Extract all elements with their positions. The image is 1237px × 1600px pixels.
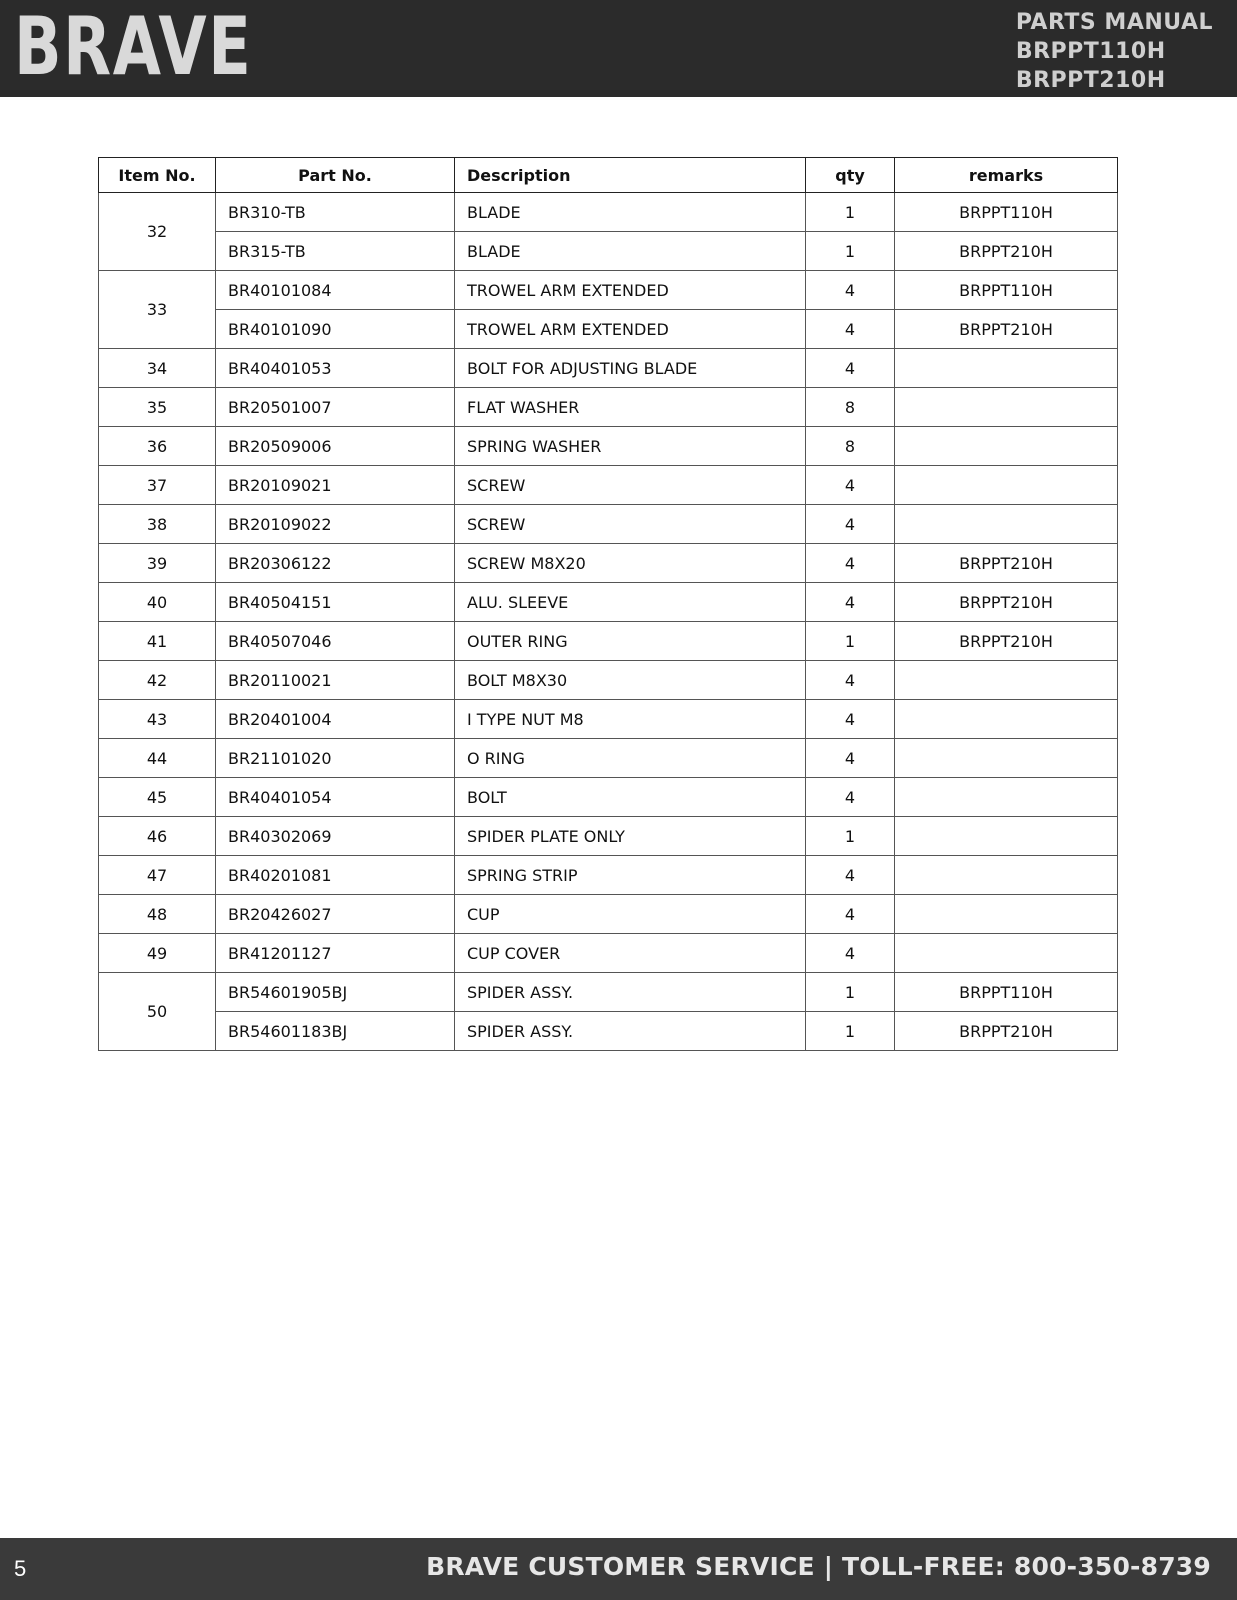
qty-cell: 1 — [806, 1012, 895, 1051]
remarks-cell: BRPPT110H — [895, 271, 1118, 310]
qty-cell: 4 — [806, 778, 895, 817]
column-header-description: Description — [455, 158, 806, 193]
remarks-cell — [895, 856, 1118, 895]
description-cell: BOLT FOR ADJUSTING BLADE — [455, 349, 806, 388]
part-no-cell: BR310-TB — [216, 193, 455, 232]
description-cell: TROWEL ARM EXTENDED — [455, 310, 806, 349]
remarks-cell — [895, 349, 1118, 388]
table-row — [99, 973, 1118, 1012]
part-no-cell: BR315-TB — [216, 232, 455, 271]
item-no-cell: 40 — [99, 583, 216, 622]
item-no-cell: 43 — [99, 700, 216, 739]
description-cell: BLADE — [455, 193, 806, 232]
remarks-cell — [895, 427, 1118, 466]
description-cell: SCREW M8X20 — [455, 544, 806, 583]
item-no-cell: 35 — [99, 388, 216, 427]
description-cell: SPRING STRIP — [455, 856, 806, 895]
table-row — [99, 349, 1118, 388]
qty-cell: 4 — [806, 310, 895, 349]
qty-cell: 1 — [806, 232, 895, 271]
qty-cell: 4 — [806, 700, 895, 739]
part-no-cell: BR54601183BJ — [216, 1012, 455, 1051]
qty-cell: 4 — [806, 739, 895, 778]
item-no-cell: 46 — [99, 817, 216, 856]
qty-cell: 4 — [806, 544, 895, 583]
remarks-cell: BRPPT110H — [895, 973, 1118, 1012]
description-cell: CUP — [455, 895, 806, 934]
description-cell: SPIDER PLATE ONLY — [455, 817, 806, 856]
table-row — [99, 856, 1118, 895]
item-no-cell: 36 — [99, 427, 216, 466]
table-row — [99, 544, 1118, 583]
table-row — [99, 466, 1118, 505]
table-row — [99, 310, 1118, 349]
description-cell: SPIDER ASSY. — [455, 1012, 806, 1051]
part-no-cell: BR40401053 — [216, 349, 455, 388]
customer-service-line: BRAVE CUSTOMER SERVICE | TOLL-FREE: 800-350-8739 — [426, 1552, 1211, 1581]
table-row — [99, 934, 1118, 973]
remarks-cell — [895, 895, 1118, 934]
item-no-cell: 34 — [99, 349, 216, 388]
table-row — [99, 739, 1118, 778]
remarks-cell: BRPPT210H — [895, 622, 1118, 661]
description-cell: CUP COVER — [455, 934, 806, 973]
item-no-cell: 48 — [99, 895, 216, 934]
qty-cell: 1 — [806, 973, 895, 1012]
qty-cell: 1 — [806, 817, 895, 856]
table-row — [99, 583, 1118, 622]
column-header-remarks: remarks — [895, 158, 1118, 193]
parts-table-body — [99, 193, 1118, 1051]
remarks-cell — [895, 739, 1118, 778]
part-no-cell: BR20509006 — [216, 427, 455, 466]
remarks-cell — [895, 934, 1118, 973]
qty-cell: 1 — [806, 193, 895, 232]
part-no-cell: BR40504151 — [216, 583, 455, 622]
item-no-cell: 42 — [99, 661, 216, 700]
qty-cell: 4 — [806, 895, 895, 934]
description-cell: SPIDER ASSY. — [455, 973, 806, 1012]
model-line-2: BRPPT210H — [1015, 68, 1166, 93]
part-no-cell: BR21101020 — [216, 739, 455, 778]
column-header-item-no: Item No. — [99, 158, 216, 193]
description-cell: SCREW — [455, 505, 806, 544]
description-cell: ALU. SLEEVE — [455, 583, 806, 622]
qty-cell: 8 — [806, 388, 895, 427]
remarks-cell — [895, 778, 1118, 817]
description-cell: TROWEL ARM EXTENDED — [455, 271, 806, 310]
manual-title: PARTS MANUAL — [1015, 10, 1213, 35]
item-no-cell: 47 — [99, 856, 216, 895]
part-no-cell: BR40401054 — [216, 778, 455, 817]
qty-cell: 4 — [806, 505, 895, 544]
remarks-cell: BRPPT210H — [895, 583, 1118, 622]
parts-table — [98, 157, 1118, 1051]
table-row — [99, 778, 1118, 817]
manual-title-block — [1016, 8, 1213, 95]
column-header-qty: qty — [806, 158, 895, 193]
remarks-cell — [895, 388, 1118, 427]
remarks-cell — [895, 700, 1118, 739]
table-row — [99, 232, 1118, 271]
table-header-row — [99, 158, 1118, 193]
item-no-cell: 32 — [99, 193, 216, 271]
part-no-cell: BR40302069 — [216, 817, 455, 856]
page-header — [0, 0, 1237, 97]
description-cell: BOLT M8X30 — [455, 661, 806, 700]
item-no-cell: 50 — [99, 973, 216, 1051]
part-no-cell: BR20109021 — [216, 466, 455, 505]
item-no-cell: 41 — [99, 622, 216, 661]
description-cell: SCREW — [455, 466, 806, 505]
part-no-cell: BR20401004 — [216, 700, 455, 739]
qty-cell: 4 — [806, 661, 895, 700]
table-row — [99, 1012, 1118, 1051]
item-no-cell: 39 — [99, 544, 216, 583]
table-row — [99, 661, 1118, 700]
description-cell: FLAT WASHER — [455, 388, 806, 427]
table-row — [99, 271, 1118, 310]
qty-cell: 1 — [806, 622, 895, 661]
remarks-cell — [895, 505, 1118, 544]
table-row — [99, 388, 1118, 427]
description-cell: O RING — [455, 739, 806, 778]
item-no-cell: 38 — [99, 505, 216, 544]
part-no-cell: BR41201127 — [216, 934, 455, 973]
description-cell: BLADE — [455, 232, 806, 271]
part-no-cell: BR40507046 — [216, 622, 455, 661]
remarks-cell — [895, 817, 1118, 856]
model-line-1: BRPPT110H — [1015, 39, 1166, 64]
part-no-cell: BR20109022 — [216, 505, 455, 544]
remarks-cell: BRPPT210H — [895, 232, 1118, 271]
part-no-cell: BR40201081 — [216, 856, 455, 895]
item-no-cell: 44 — [99, 739, 216, 778]
part-no-cell: BR40101084 — [216, 271, 455, 310]
part-no-cell: BR40101090 — [216, 310, 455, 349]
item-no-cell: 33 — [99, 271, 216, 349]
qty-cell: 4 — [806, 856, 895, 895]
table-row — [99, 427, 1118, 466]
table-row — [99, 193, 1118, 232]
description-cell: OUTER RING — [455, 622, 806, 661]
remarks-cell: BRPPT210H — [895, 1012, 1118, 1051]
description-cell: BOLT — [455, 778, 806, 817]
table-row — [99, 700, 1118, 739]
remarks-cell — [895, 466, 1118, 505]
part-no-cell: BR20426027 — [216, 895, 455, 934]
page-footer — [0, 1538, 1237, 1600]
qty-cell: 4 — [806, 934, 895, 973]
qty-cell: 4 — [806, 349, 895, 388]
remarks-cell: BRPPT110H — [895, 193, 1118, 232]
remarks-cell — [895, 661, 1118, 700]
description-cell: SPRING WASHER — [455, 427, 806, 466]
remarks-cell: BRPPT210H — [895, 544, 1118, 583]
table-row — [99, 505, 1118, 544]
qty-cell: 4 — [806, 271, 895, 310]
part-no-cell: BR20501007 — [216, 388, 455, 427]
part-no-cell: BR20110021 — [216, 661, 455, 700]
table-row — [99, 895, 1118, 934]
part-no-cell: BR54601905BJ — [216, 973, 455, 1012]
item-no-cell: 37 — [99, 466, 216, 505]
qty-cell: 8 — [806, 427, 895, 466]
item-no-cell: 49 — [99, 934, 216, 973]
part-no-cell: BR20306122 — [216, 544, 455, 583]
qty-cell: 4 — [806, 466, 895, 505]
item-no-cell: 45 — [99, 778, 216, 817]
table-row — [99, 622, 1118, 661]
qty-cell: 4 — [806, 583, 895, 622]
table-row — [99, 817, 1118, 856]
page-number: 5 — [14, 1556, 27, 1581]
description-cell: I TYPE NUT M8 — [455, 700, 806, 739]
brave-logo: BRAVE — [14, 0, 253, 93]
column-header-part-no: Part No. — [216, 158, 455, 193]
remarks-cell: BRPPT210H — [895, 310, 1118, 349]
